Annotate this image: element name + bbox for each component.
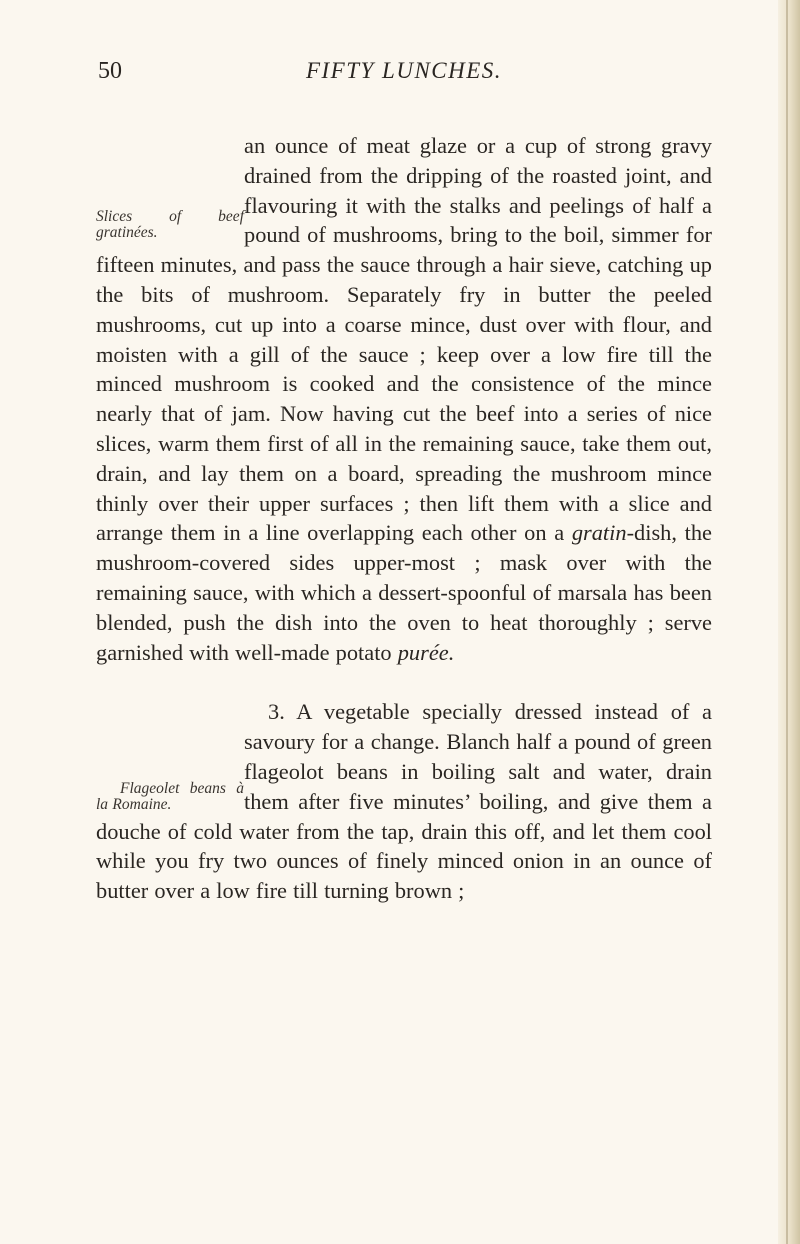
paragraph-1-text-a: an ounce of meat glaze or a cup of strong gravy drained from the dripping of the roasted joint, and flavouring it with the stalks and peelings of half a pound of mushrooms, bring to the boil, simmer for fifteen minutes, and pass the sauce through a hair sieve, catching up the bits of mushroom. Separately fry in butter the peeled mushrooms, cut up into a coarse mince, dust over with flour, and moisten with a gill of the sauce ; keep over a low fire till the minced mushroom is cooked and the consistence of the mince nearly that of jam. Now having cut the beef into a series of nice slices, warm them first of all in the remaining sauce, take them out, drain, and lay them on a board, spreading the mushroom mince thinly over their upper surfaces ; then lift them with a slice and arrange them in a line overlapping each other on a [96,133,712,546]
paragraph-2-text: 3. A vegetable specially dressed instead of a savoury for a change. Blanch half a pound of green flageolot beans in boiling salt and water, drain them after five minutes’ boiling, and give them a douche of cold water from the tap, drain this off, and let them cool while you fry two ounces of finely minced onion in an ounce of butter over a low fire till turning brown ; [96,699,712,904]
page-header [96,58,712,92]
margin-note-beef: Slices of beef gratinées. [96,208,244,241]
italic-puree: purée. [397,639,455,665]
page-edge-line [786,0,788,1244]
italic-gratin: gratin [571,520,627,546]
running-title: FIFTY LUNCHES. [305,58,503,83]
margin-note-flageolet: Flageolet beans à la Romaine. [96,780,244,814]
page-edge-shadow [778,0,800,1244]
paragraph-1 [96,131,712,667]
paragraph-2 [96,697,712,906]
paragraph-1-text-b: -dish, the mushroom-covered sides upper-most ; mask over with the remaining sauce, with which a dessert-spoonful of marsala has been blended, push the dish into the oven to heat thoroughly ; serve garnished with well-made potato [96,520,712,665]
page-number: 50 [98,58,122,84]
body-text [96,131,712,906]
